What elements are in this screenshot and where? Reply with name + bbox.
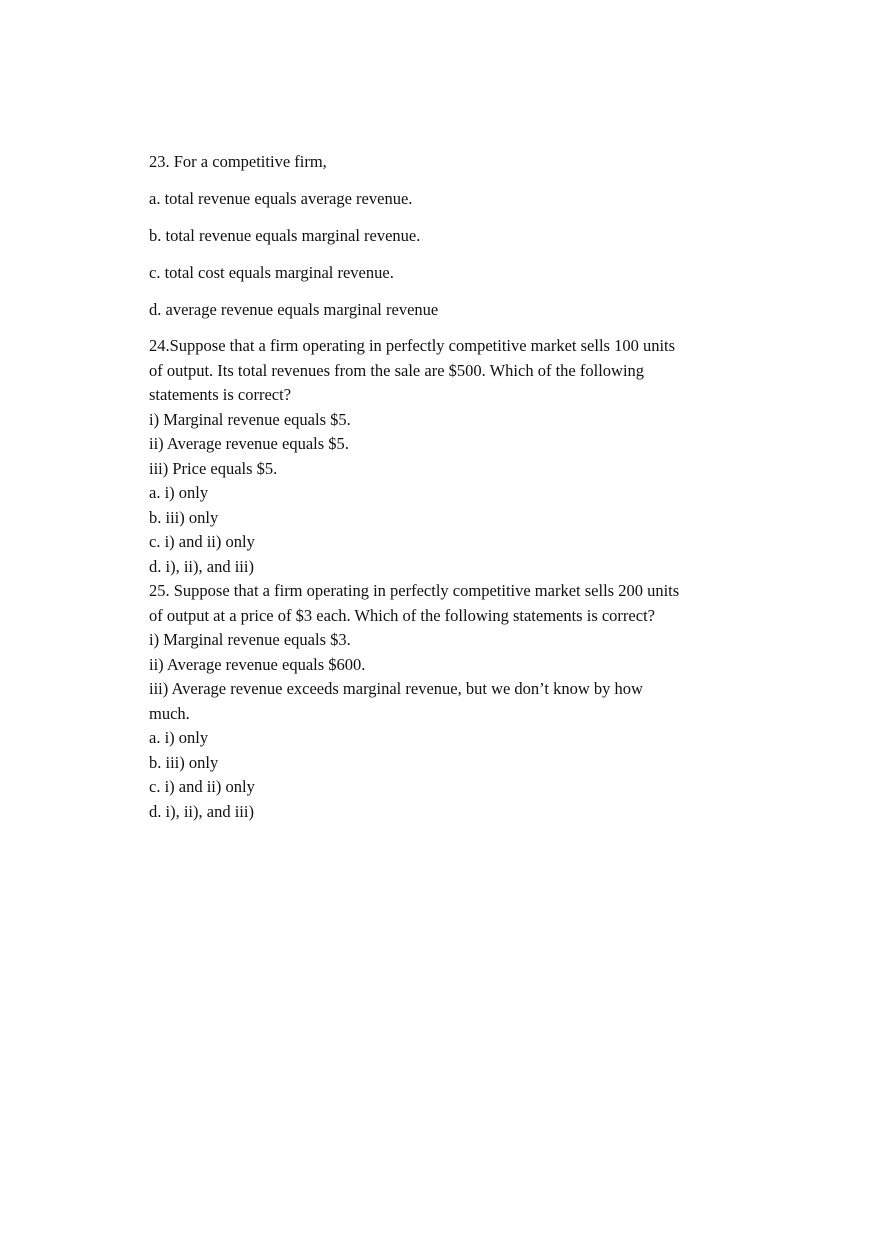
answer-option: b. total revenue equals marginal revenue. <box>149 226 421 245</box>
answer-option: c. i) and ii) only <box>149 532 255 551</box>
answer-option: a. i) only <box>149 728 209 747</box>
statement: much. <box>149 703 190 723</box>
question-stem-line: 25. Suppose that a firm operating in perfectly competitive market sells 200 units <box>149 581 680 600</box>
question-24 <box>149 334 729 579</box>
answer-option: c. total cost equals marginal revenue. <box>149 263 394 282</box>
answer-option: a. i) only <box>149 483 209 502</box>
question-25 <box>149 579 729 824</box>
statement: iii) Average revenue exceeds marginal revenue, but we don’t know by how <box>149 679 643 698</box>
question-23 <box>149 150 729 335</box>
statement: ii) Average revenue equals $5. <box>149 434 349 453</box>
question-stem-line: statements is correct? <box>149 385 292 404</box>
question-stem-line: of output at a price of $3 each. Which of the following statements is correct? <box>149 605 655 625</box>
answer-option: b. iii) only <box>149 752 219 772</box>
answer-option: c. i) and ii) only <box>149 777 255 796</box>
questions-24-25 <box>149 334 729 824</box>
question-stem-line: of output. Its total revenues from the sale are $500. Which of the following <box>149 360 645 380</box>
answer-option: d. i), ii), and iii) <box>149 801 254 821</box>
statement: ii) Average revenue equals $600. <box>149 654 366 674</box>
statement: i) Marginal revenue equals $3. <box>149 630 351 649</box>
answer-option: d. average revenue equals marginal revenue <box>149 300 439 319</box>
statement: i) Marginal revenue equals $5. <box>149 409 351 429</box>
question-stem-line: 24.Suppose that a firm operating in perfectly competitive market sells 100 units <box>149 336 676 355</box>
question-stem: 23. For a competitive firm, <box>149 152 327 171</box>
answer-option: b. iii) only <box>149 507 219 527</box>
answer-option: a. total revenue equals average revenue. <box>149 189 413 208</box>
statement: iii) Price equals $5. <box>149 458 278 478</box>
answer-option: d. i), ii), and iii) <box>149 556 254 576</box>
